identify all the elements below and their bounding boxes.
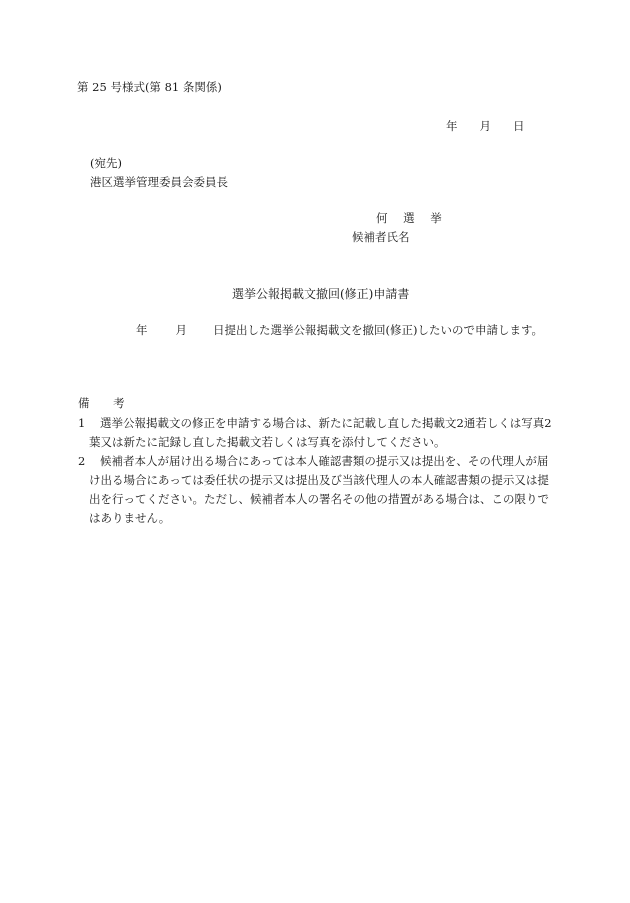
date-day-label: 日	[513, 119, 525, 133]
election-title: 何 選 挙	[376, 211, 448, 225]
note-item	[78, 452, 558, 528]
date-line	[446, 121, 525, 133]
note-item	[78, 414, 558, 452]
note-text: 候補者本人が届け出る場合にあっては本人確認書類の提示又は提出を、その代理人が届け出る場合にあっては委任状の提示又は提出及び当該代理人の本人確認書類の提示又は提出を行ってください。ただし、候補者本人の署名その他の措置がある場合は、この限りではありません。	[89, 454, 549, 525]
note-text: 選挙公報掲載文の修正を申請する場合は、新たに記載し直した掲載文2通若しくは写真2葉又は新たに記録し直した掲載文若しくは写真を添付してください。	[89, 416, 552, 449]
date-month-label: 月	[479, 119, 491, 133]
candidate-name-label: 候補者氏名	[352, 230, 410, 244]
note-number: 1	[78, 416, 86, 430]
addressee: 港区選挙管理委員会委員長	[90, 175, 228, 189]
addressee-label: (宛先)	[90, 156, 122, 170]
request-sentence	[136, 325, 543, 337]
request-text: 日提出した選挙公報掲載文を撤回(修正)したいので申請します。	[213, 323, 544, 337]
note-number: 2	[78, 454, 86, 468]
request-year-label: 年	[136, 323, 148, 337]
form-number: 第 25 号様式(第 81 条関係)	[77, 80, 222, 94]
document-title: 選挙公報掲載文撤回(修正)申請書	[232, 287, 410, 301]
request-month-label: 月	[175, 323, 187, 337]
notes-heading: 備 考	[78, 396, 135, 410]
date-year-label: 年	[446, 119, 458, 133]
